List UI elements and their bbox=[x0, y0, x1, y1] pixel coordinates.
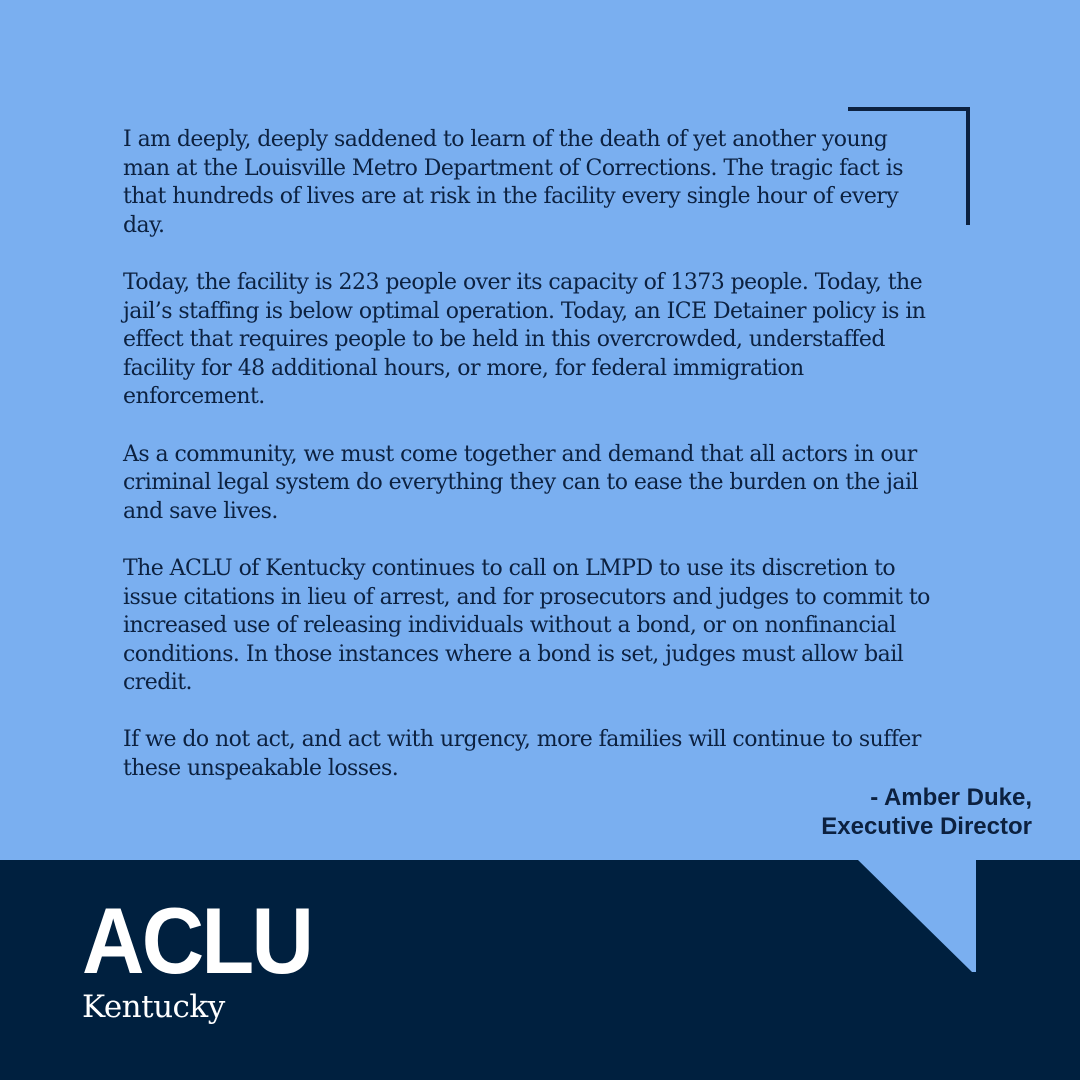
attribution-name: - Amber Duke, bbox=[870, 784, 1032, 811]
quote-body bbox=[123, 126, 933, 812]
quote-paragraph-2: Today, the facility is 223 people over its capacity of 1373 people. Today, the jail’s staffing is below optimal operation. Today, an ICE Detainer policy is in effect that requires people to be held in this overcrowded, understaffed facility for 48 additional hours, or more, for federal immigration enforcement. bbox=[123, 269, 926, 410]
aclu-logo: ACLU bbox=[82, 888, 312, 993]
quote-paragraph-1: I am deeply, deeply saddened to learn of the death of yet another young man at the Louisville Metro Department of Corrections. The tragic fact is that hundreds of lives are at risk in the facility every single hour of every day. bbox=[123, 127, 904, 238]
affiliate-name: Kentucky bbox=[82, 989, 225, 1025]
quote-paragraph-5: If we do not act, and act with urgency, more families will continue to suffer these unspeakable losses. bbox=[123, 727, 921, 782]
quote-paragraph-3: As a community, we must come together and demand that all actors in our criminal legal system do everything they can to ease the burden on the jail and save lives. bbox=[123, 441, 918, 524]
quote-paragraph-4: The ACLU of Kentucky continues to call on LMPD to use its discretion to issue citations in lieu of arrest, and for prosecutors and judges to commit to increased use of releasing individuals without a bond, or on nonfinancial conditions. In those instances where a bond is set, judges must allow bail credit. bbox=[123, 555, 930, 696]
quote-attribution bbox=[821, 783, 1032, 841]
attribution-title: Executive Director bbox=[821, 813, 1032, 840]
